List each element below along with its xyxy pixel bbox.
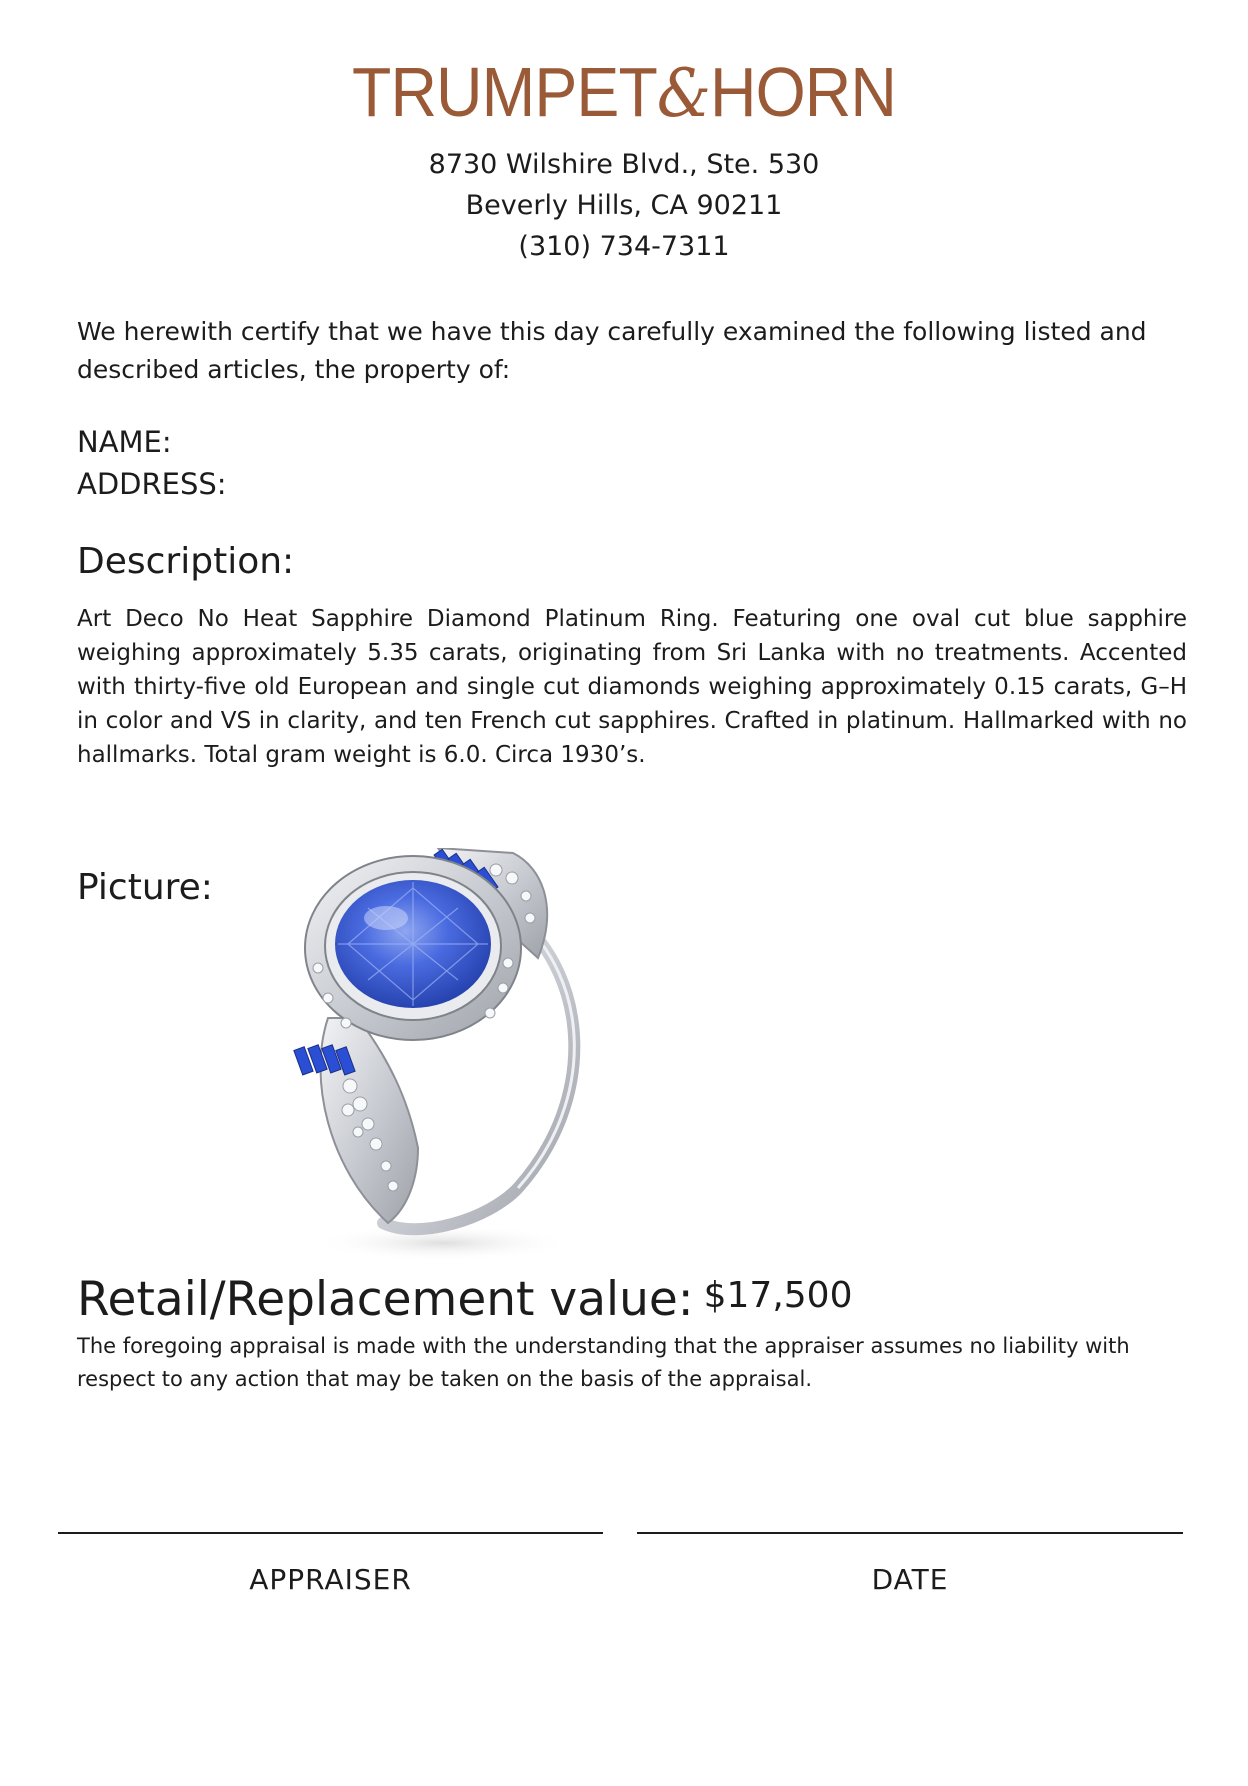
date-label: DATE: [871, 1563, 949, 1596]
picture-heading: Picture:: [77, 867, 213, 908]
brand-name-part1: TRUMPET: [352, 53, 657, 131]
name-field-label: NAME:: [77, 425, 172, 459]
brand-name-part2: HORN: [709, 53, 896, 131]
valuation-row: [77, 1270, 853, 1330]
description-text: Art Deco No Heat Sapphire Diamond Platinum Ring. Featuring one oval cut blue sapphire weighing approximately 5.35 carats, originating from Sri Lanka with no treatments. Accented with thirty-five old European and single cut diamonds weighing approximately 0.15 carats, G–H in color and VS in clarity, and ten French cut sapphires. Crafted in platinum. Hallmarked with no hallmarks. Total gram weight is 6.0. Circa 1930’s.: [77, 606, 1187, 768]
address-line1: 8730 Wilshire Blvd., Ste. 530: [428, 149, 820, 180]
store-address: [0, 144, 1248, 267]
ring-image: [268, 848, 628, 1268]
brand-ampersand: &: [656, 55, 710, 132]
valuation-label: Retail/Replacement value:: [77, 1272, 694, 1327]
certification-intro: We herewith certify that we have this day carefully examined the following listed and described articles, the property of:: [77, 317, 1147, 384]
valuation-amount: $17,500: [703, 1275, 853, 1316]
brand-logo: [50, 52, 1198, 134]
phone-number: (310) 734-7311: [518, 231, 730, 262]
sapphire-ring-icon: [268, 848, 628, 1268]
description-heading: Description:: [77, 541, 295, 582]
appraiser-label: APPRAISER: [249, 1563, 412, 1596]
address-field-label: ADDRESS:: [77, 467, 227, 501]
address-line2: Beverly Hills, CA 90211: [465, 190, 783, 221]
appraiser-signature-line: [58, 1532, 603, 1534]
date-signature-line: [637, 1532, 1183, 1534]
liability-disclaimer: The foregoing appraisal is made with the understanding that the appraiser assumes no liability with respect to any action that may be taken on the basis of the appraisal.: [77, 1334, 1130, 1391]
